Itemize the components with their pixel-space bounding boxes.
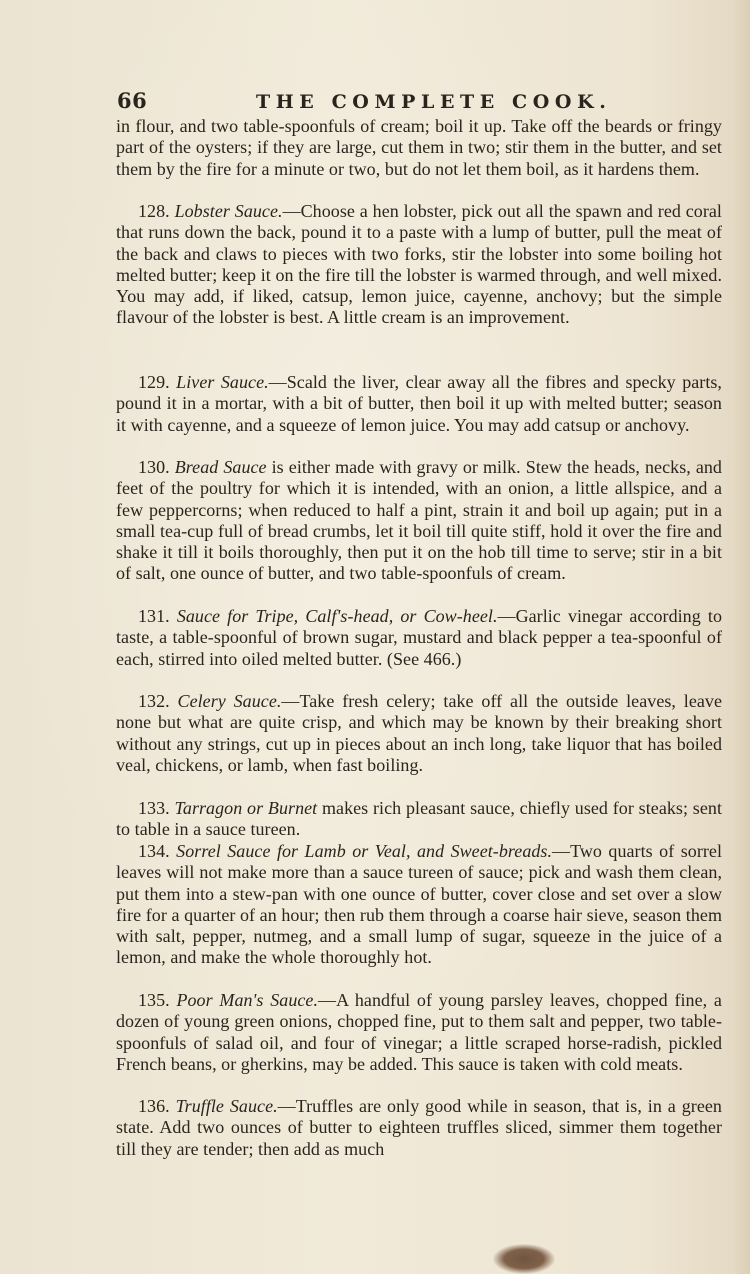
entry-title: Tarragon or Burnet <box>174 798 318 818</box>
entry-number: 129. <box>138 372 170 392</box>
entry-131 <box>116 606 722 670</box>
entry-number: 134. <box>138 841 170 861</box>
entry-title: Truffle Sauce. <box>175 1096 278 1116</box>
continuation-paragraph <box>116 116 722 180</box>
entry-title: Bread Sauce <box>174 457 267 477</box>
entry-title: Lobster Sauce. <box>174 201 283 221</box>
running-head: THE COMPLETE COOK. <box>256 91 612 113</box>
entry-text: is either made with gravy or milk. Stew the heads, necks, and feet of the poultry for which it is intended, with an onion, a little allspice, and a few peppercorns; when reduced to half a pint, strain it and boil up again; put in a small tea-cup full of bread crumbs, let it boil till quite stiff, hold it over the fire and shake it till it boils thoroughly, then put it on the hob till time to serve; stir in a bit of salt, one ounce of butter, and two table-spoonfuls of cream. <box>116 457 722 584</box>
page-header <box>117 88 717 118</box>
entry-text: —A handful of young parsley leaves, chopped fine, a dozen of young green onions, chopped fine, put to them salt and pepper, two table-spoonfuls of salad oil, and four of vinegar; a little scraped horse-radish, pickled French beans, or gherkins, may be added. This sauce is taken with cold meats. <box>116 990 722 1074</box>
entry-title: Sauce for Tripe, Calf's-head, or Cow-heel. <box>176 606 498 626</box>
entry-text: —Truffles are only good while in season, that is, in a green state. Add two ounces of butter to eighteen truffles sliced, simmer them together till they are tender; then add as much <box>116 1096 722 1159</box>
entry-number: 135. <box>138 990 170 1010</box>
entry-text: —Take fresh celery; take off all the outside leaves, leave none but what are quite crisp, and which may be known by their breaking short without any strings, cut up in pieces about an inch long, take liquor that has boiled veal, chickens, or lamb, when fast boiling. <box>116 691 723 775</box>
entry-title: Celery Sauce. <box>177 691 282 711</box>
entry-136 <box>116 1096 722 1160</box>
entry-text: —Two quarts of sorrel leaves will not make more than a sauce tureen of sauce; pick and wash them clean, put them into a stew-pan with one ounce of butter, cover close and set over a slow fire for a quarter of an hour; then rub them through a coarse hair sieve, season them with salt, pepper, nutmeg, and a small lump of sugar, squeeze in the juice of a lemon, and make the whole thoroughly hot. <box>116 841 722 968</box>
entry-number: 128. <box>138 201 170 221</box>
entry-number: 132. <box>138 691 170 711</box>
page-edge-shadow <box>732 0 750 1274</box>
continuation-text: in flour, and two table-spoonfuls of cream; boil it up. Take off the beards or fringy part of the oysters; if they are large, cut them in two; stir them in the butter, and set them by the fire for a minute or two, but do not let them boil, as it hardens them. <box>116 116 722 179</box>
entry-title: Poor Man's Sauce. <box>176 990 319 1010</box>
entry-128 <box>116 201 722 329</box>
entry-132 <box>116 691 722 776</box>
page-number: 66 <box>117 88 148 113</box>
page-stain <box>493 1244 555 1274</box>
entry-number: 133. <box>138 798 170 818</box>
entry-134 <box>116 841 722 969</box>
entry-text: —Scald the liver, clear away all the fibres and specky parts, pound it in a mortar, with a bit of butter, then boil it up with melted butter; season it with cayenne, and a squeeze of lemon juice. You may add catsup or anchovy. <box>116 372 722 435</box>
entry-133 <box>116 798 722 841</box>
entry-title: Sorrel Sauce for Lamb or Veal, and Sweet-breads. <box>176 841 553 861</box>
entry-number: 136. <box>138 1096 170 1116</box>
entry-129 <box>116 372 722 436</box>
entry-number: 131. <box>138 606 170 626</box>
entry-number: 130. <box>138 457 170 477</box>
entry-text: makes rich pleasant sauce, chiefly used for steaks; sent to table in a sauce tureen. <box>116 798 722 840</box>
entry-135 <box>116 990 722 1075</box>
entry-title: Liver Sauce. <box>176 372 269 392</box>
entry-text: —Choose a hen lobster, pick out all the spawn and red coral that runs down the back, pound it to a paste with a lump of butter, pull the meat of the back and claws to pieces with two forks, stir the lobster into some boiling hot melted butter; keep it on the fire till the lobster is warmed through, and well mixed. You may add, if liked, catsup, lemon juice, cayenne, anchovy; but the simple flavour of the lobster is best. A little cream is an improvement. <box>116 201 722 328</box>
entry-text: —Garlic vinegar according to taste, a table-spoonful of brown sugar, mustard and black pepper a tea-spoonful of each, stirred into oiled melted butter. (See 466.) <box>116 606 722 669</box>
entry-130 <box>116 457 722 585</box>
text-body <box>116 116 722 1160</box>
